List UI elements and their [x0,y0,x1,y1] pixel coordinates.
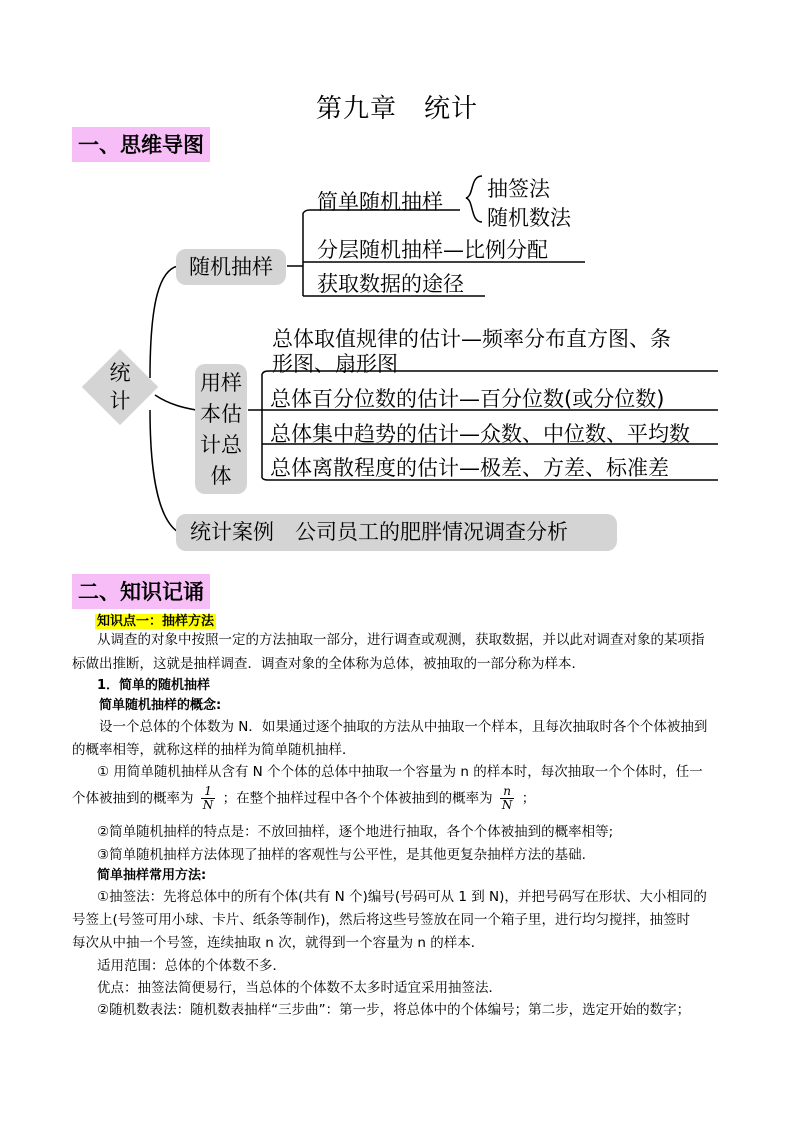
estimate-label-3: 计总 [200,433,242,457]
mindmap-leaf-central-tendency: 总体集中趋势的估计—众数、中位数、平均数 [270,422,690,446]
para-5: ③简单随机抽样方法体现了抽样的客观性与公平性，是其他更复杂抽样方法的基础. [97,847,586,863]
para-8: 优点：抽签法简便易行，当总体的个体数不太多时适宜采用抽签法． [97,980,502,996]
para-3-line-2 [72,785,535,812]
root-label-1: 统 [109,361,131,385]
heading-common-methods: 简单抽样常用方法: [97,868,207,883]
section-heading-knowledge: 二、知识记诵 [72,574,210,609]
fraction-2-denominator: N [501,798,513,812]
para-1-line-2: 标做出推断，这就是抽样调查．调查对象的全体称为总体，被抽取的一部分称为样本． [72,656,585,672]
mindmap-node-case: 统计案例 公司员工的肥胖情况调查分析 [176,514,617,551]
mindmap-leaf-distribution-2: 形图、扇形图 [272,352,398,376]
fraction-n-over-N [500,785,515,812]
para-1-line-1: 从调查的对象中按照一定的方法抽取一部分，进行调查或观测，获取数据，并以此对调查对象的某项指 [97,632,705,648]
heading-simple-random-concept: 简单随机抽样的概念: [99,698,222,713]
para-6-line-1: ①抽签法：先将总体中的所有个体(共有 N 个)编号(号码可从 1 到 N)，并把号码写在形状、大小相同的 [97,889,707,905]
mindmap-node-random-sampling: 随机抽样 [176,249,286,285]
mindmap-leaf-lottery: 抽签法 [487,177,550,201]
mindmap-node-stratified: 分层随机抽样—比例分配 [317,238,548,262]
mindmap-leaf-distribution-1: 总体取值规律的估计—频率分布直方图、条 [272,327,671,351]
para-6-line-2: 号签上(号签可用小球、卡片、纸条等制作)，然后将这些号签放在同一个箱子里，进行均匀搅拌，抽签时 [72,912,691,928]
root-label-2: 计 [109,389,131,413]
mindmap-leaf-percentile: 总体百分位数的估计—百分位数(或分位数) [270,387,665,411]
para-4: ②简单随机抽样的特点是：不放回抽样，逐个地进行抽取，各个个体被抽到的概率相等; [97,824,614,840]
fraction-2-numerator: n [500,785,515,799]
para-7: 适用范围：总体的个体数不多． [97,958,286,974]
para-3-text-a: 个体被抽到的概率为 [72,790,194,807]
mindmap-node-data-source: 获取数据的途径 [317,272,464,296]
mindmap-node-estimate [195,364,247,494]
para-6-line-3: 每次从中抽一个号签，连续抽取 n 次，就得到一个容量为 n 的样本． [72,935,485,951]
mindmap-leaf-random-number: 随机数法 [487,206,571,230]
fraction-1-numerator: 1 [201,785,216,799]
mindmap-root-node [80,347,160,427]
estimate-label-1: 用样 [200,371,242,395]
mindmap-leaf-dispersion: 总体离散程度的估计—极差、方差、标准差 [270,456,669,480]
knowledge-point-label [95,610,216,629]
para-3-line-1: ① 用简单随机抽样从含有 N 个个体的总体中抽取一个容量为 n 的样本时，每次抽取一个个体时，任一 [97,764,703,780]
mindmap-node-simple-sampling: 简单随机抽样 [317,190,443,214]
heading-simple-random: 1．简单的随机抽样 [97,678,211,693]
section-heading-mindmap: 一、思维导图 [72,127,210,162]
para-9: ②随机数表法：随机数表抽样“三步曲”：第一步，将总体中的个体编号；第二步，选定开始的数字； [97,1002,691,1018]
fraction-1-over-n [201,785,216,812]
estimate-label-4: 体 [210,464,232,488]
para-3-text-c: ； [521,790,536,807]
fraction-1-denominator: N [202,798,214,812]
para-2-line-1: 设一个总体的个体数为 N．如果通过逐个抽取的方法从中抽取一个样本，且每次抽取时各个个体被抽到 [99,719,708,735]
page-title: 第九章 统计 [315,94,478,124]
kp1-text: 知识点一：抽样方法 [97,614,215,629]
para-3-text-b: ；在整个抽样过程中各个个体被抽到的概率为 [222,790,493,807]
estimate-label-2: 本估 [200,402,242,426]
para-2-line-2: 的概率相等，就称这样的抽样为简单随机抽样． [72,742,356,758]
